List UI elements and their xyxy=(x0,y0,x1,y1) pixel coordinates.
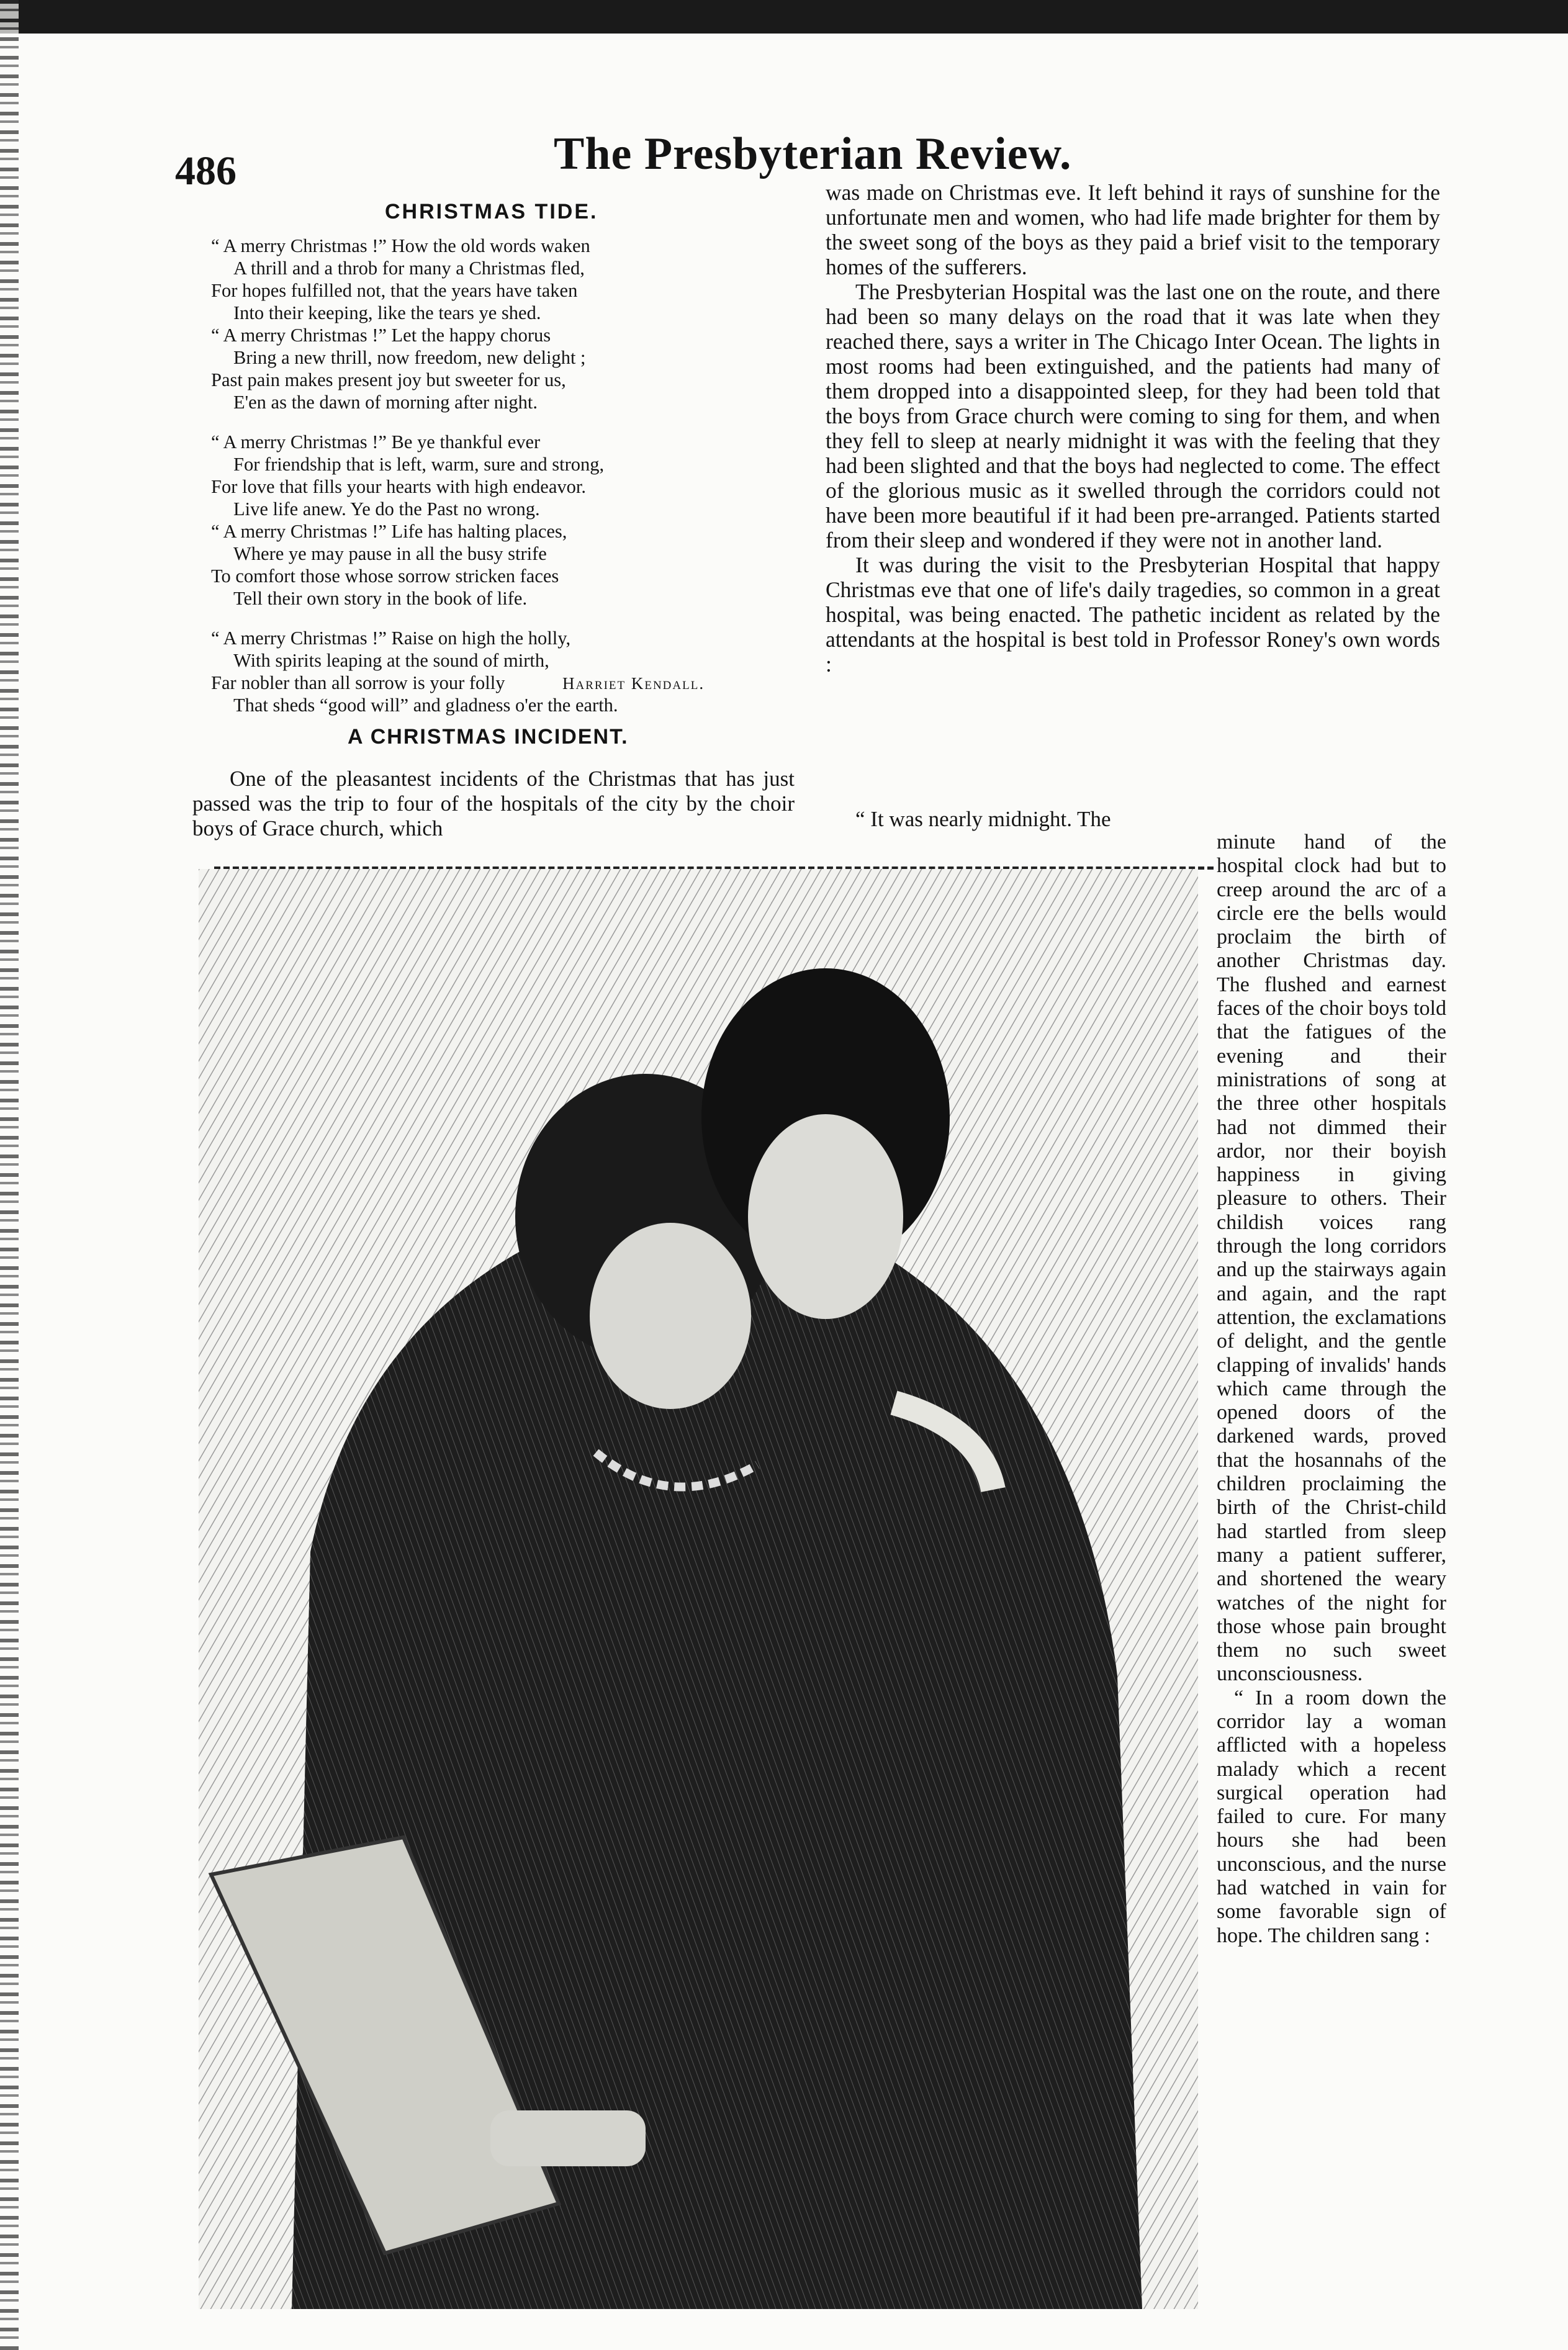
poem-line: Bring a new thrill, now freedom, new delight ; xyxy=(233,347,586,368)
poem-line: Into their keeping, like the tears ye shed. xyxy=(233,302,541,323)
poem-line: “ A merry Christmas !” Be ye thankful ever xyxy=(211,431,541,452)
poem-title: CHRISTMAS TIDE. xyxy=(385,200,598,223)
poem-line: Tell their own story in the book of life. xyxy=(233,588,528,609)
poem-stanza xyxy=(211,627,795,716)
poem-author: Harriet Kendall. xyxy=(562,674,705,693)
quote-opening: “ It was nearly midnight. The xyxy=(855,807,1111,831)
poem-line: To comfort those whose sorrow stricken faces xyxy=(211,565,559,587)
poem-line: For friendship that is left, warm, sure and strong, xyxy=(233,454,605,475)
article-title: A CHRISTMAS INCIDENT. xyxy=(348,725,629,749)
poem-line: For love that fills your hearts with high endeavor. xyxy=(211,476,586,497)
poem-line: With spirits leaping at the sound of mirth, xyxy=(233,650,549,671)
poem-line: “ A merry Christmas !” How the old words waken xyxy=(211,235,590,256)
scan-left-edge xyxy=(0,0,19,2350)
engraving-two-women-illustration xyxy=(199,869,1198,2309)
journal-title: The Presbyterian Review. xyxy=(554,128,1072,179)
poem-line: Far nobler than all sorrow is your folly xyxy=(211,672,505,693)
paragraph: The Presbyterian Hospital was the last one on the route, and there had been so many delays on the road that it was late when they reached there, says a writer in The Chicago Inter Ocean. The lights in most rooms had been extinguished, and the patients had many of them dropped into a disappointed sleep, for they had been told that the boys from Grace church were coming to sing for them, and when they fell to sleep at nearly midnight it was with the feeling that they had been slighted and that the boys had neglected to come. The effect of the glorious music as it swelled through the corridors could not have been more beautiful if it had been pre-arranged. Patients started from their sleep and wondered if they were not in another land. xyxy=(826,279,1440,552)
engraving-hands xyxy=(490,2110,646,2166)
poem-line: Past pain makes present joy but sweeter for us, xyxy=(211,369,566,390)
article-opening-paragraph: One of the pleasantest incidents of the Christmas that has just passed was the trip to four of the hospitals of the city by the choir boys of Grace church, which xyxy=(192,767,795,840)
poem-line: Where ye may pause in all the busy strife xyxy=(233,543,547,564)
poem-stanza xyxy=(211,431,795,610)
paragraph: “ In a room down the corridor lay a woman afflicted with a hopeless malady which a recent surgical operation had failed to cure. For many hours she had been unconscious, and the nurse had watched in vain for some favorable sign of hope. The children sang : xyxy=(1217,1686,1446,1947)
narrow-column xyxy=(1217,831,1446,1948)
engraving-face-left xyxy=(590,1223,751,1409)
poem-line: “ A merry Christmas !” Life has halting places, xyxy=(211,521,567,542)
page-number: 486 xyxy=(175,148,237,194)
poem-line: For hopes fulfilled not, that the years have taken xyxy=(211,280,578,301)
right-column xyxy=(826,180,1440,677)
poem-body xyxy=(211,235,795,734)
poem-stanza xyxy=(211,235,795,413)
engraving-face-right xyxy=(748,1114,903,1319)
poem-line: “ A merry Christmas !” Raise on high the holly, xyxy=(211,628,571,649)
paragraph: was made on Christmas eve. It left behind it rays of sunshine for the unfortunate men and women, who had life made brighter for them by the sweet song of the boys as they paid a brief visit to the temporary homes of the sufferers. xyxy=(826,180,1440,279)
poem-line: E'en as the dawn of morning after night. xyxy=(233,392,538,413)
scan-top-border xyxy=(0,0,1568,34)
poem-line: A thrill and a throb for many a Christmas fled, xyxy=(233,258,585,279)
poem-line: Live life anew. Ye do the Past no wrong. xyxy=(233,498,540,520)
poem-line: “ A merry Christmas !” Let the happy chorus xyxy=(211,325,551,346)
poem-line: That sheds “good will” and gladness o'er the earth. xyxy=(233,695,618,716)
paragraph: It was during the visit to the Presbyterian Hospital that happy Christmas eve that one of life's daily tragedies, so common in a great hospital, was being enacted. The pathetic incident as related by the attendants at the hospital is best told in Professor Roney's own words : xyxy=(826,552,1440,677)
paragraph: minute hand of the hospital clock had but to creep around the arc of a circle ere the bells would proclaim the birth of another Christmas day. The flushed and earnest faces of the choir boys told that the fatigues of the evening and their ministrations of song at the three other hospitals had not dimmed their ardor, nor their boyish happiness in giving pleasure to others. Their childish voices rang through the long corridors and up the stairways again and again, and the rapt attention, the exclamations of delight, and the gentle clapping of invalids' hands which came through the opened doors of the darkened wards, proved that the hosannahs of the children proclaiming the birth of the Christ-child had startled from sleep many a patient sufferer, and shortened the weary watches of the night for those whose pain brought them no such sweet unconsciousness. xyxy=(1217,831,1446,1686)
